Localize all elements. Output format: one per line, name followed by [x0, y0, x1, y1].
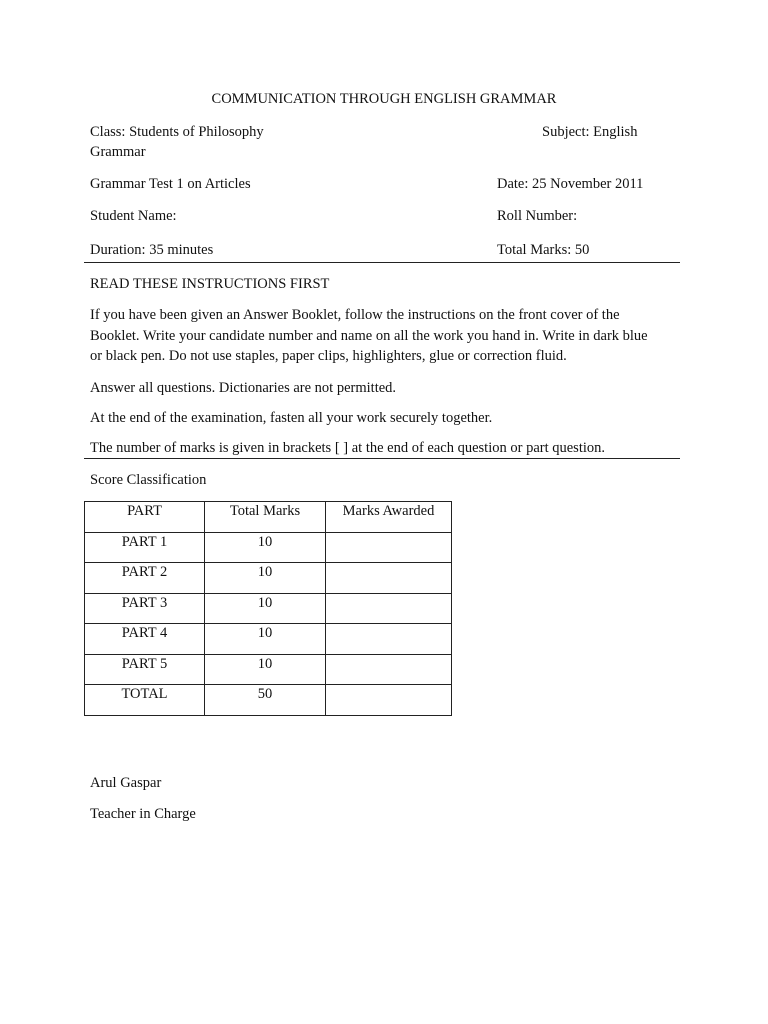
total-marks-value: 10	[257, 594, 273, 611]
student-name-label: Student Name:	[90, 208, 177, 224]
table-header-row	[85, 502, 452, 533]
part-cell	[85, 654, 205, 685]
divider-bottom	[84, 458, 680, 459]
column-header-text: Total Marks	[229, 503, 301, 519]
class-label: Class: Students of Philosophy	[90, 124, 264, 140]
total-marks-cell	[205, 593, 326, 624]
instruction-paragraph-line: or black pen. Do not use staples, paper clips, highlighters, glue or correction fluid.	[90, 348, 567, 364]
part-label: PART 1	[121, 533, 168, 550]
marks-awarded-cell	[326, 593, 452, 624]
column-header-part	[85, 502, 205, 533]
class-label-continued: Grammar	[90, 144, 146, 160]
instructions-heading: READ THESE INSTRUCTIONS FIRST	[90, 276, 330, 292]
part-label: PART 3	[121, 594, 168, 611]
part-label: PART 5	[121, 655, 168, 672]
instruction-paragraph-line: Booklet. Write your candidate number and name on all the work you hand in. Write in dark blue	[90, 327, 648, 344]
part-cell	[85, 685, 205, 716]
total-marks-cell	[205, 563, 326, 594]
total-marks-cell	[205, 532, 326, 563]
part-cell	[85, 563, 205, 594]
marks-awarded-cell	[326, 685, 452, 716]
table-row	[85, 563, 452, 594]
column-header-text: PART	[127, 503, 162, 519]
table-row	[85, 532, 452, 563]
teacher-role: Teacher in Charge	[90, 806, 196, 822]
subject-label: Subject: English	[542, 124, 638, 140]
instruction-fasten: At the end of the examination, fasten all your work securely together.	[90, 410, 493, 426]
total-marks-value: 10	[257, 564, 273, 580]
teacher-name: Arul Gaspar	[90, 775, 162, 791]
total-marks-cell	[205, 624, 326, 655]
marks-awarded-cell	[326, 563, 452, 594]
instruction-answer-all: Answer all questions. Dictionaries are not permitted.	[90, 380, 397, 396]
part-cell	[85, 593, 205, 624]
score-classification-heading: Score Classification	[90, 472, 207, 488]
part-label: PART 4	[121, 625, 168, 641]
divider-top	[84, 262, 680, 263]
total-marks-cell	[205, 685, 326, 716]
part-cell	[85, 624, 205, 655]
column-header-total-marks	[205, 502, 326, 533]
table-row	[85, 624, 452, 655]
part-label: TOTAL	[121, 686, 168, 702]
total-marks-value: 50	[257, 686, 273, 702]
column-header-marks-awarded	[326, 502, 452, 533]
marks-awarded-cell	[326, 624, 452, 655]
document-title: COMMUNICATION THROUGH ENGLISH GRAMMAR	[211, 91, 557, 107]
roll-number-label: Roll Number:	[497, 208, 578, 224]
marks-awarded-cell	[326, 654, 452, 685]
marks-awarded-cell	[326, 532, 452, 563]
test-date: Date: 25 November 2011	[497, 176, 644, 192]
total-marks-value: 10	[257, 533, 273, 550]
total-marks-cell	[205, 654, 326, 685]
column-header-text: Marks Awarded	[342, 503, 435, 519]
total-marks-value: 10	[257, 625, 273, 641]
table-row-total	[85, 685, 452, 716]
instruction-marks-brackets: The number of marks is given in brackets [ ] at the end of each question or part question.	[90, 440, 605, 456]
part-label: PART 2	[121, 564, 168, 580]
table-row	[85, 654, 452, 685]
part-cell	[85, 532, 205, 563]
table-row	[85, 593, 452, 624]
duration-label: Duration: 35 minutes	[90, 242, 214, 258]
total-marks-label: Total Marks: 50	[497, 242, 590, 258]
test-name: Grammar Test 1 on Articles	[90, 176, 251, 192]
score-table	[84, 501, 452, 716]
instruction-paragraph-line: If you have been given an Answer Booklet, follow the instructions on the front cover of the	[90, 307, 620, 323]
total-marks-value: 10	[257, 655, 273, 672]
